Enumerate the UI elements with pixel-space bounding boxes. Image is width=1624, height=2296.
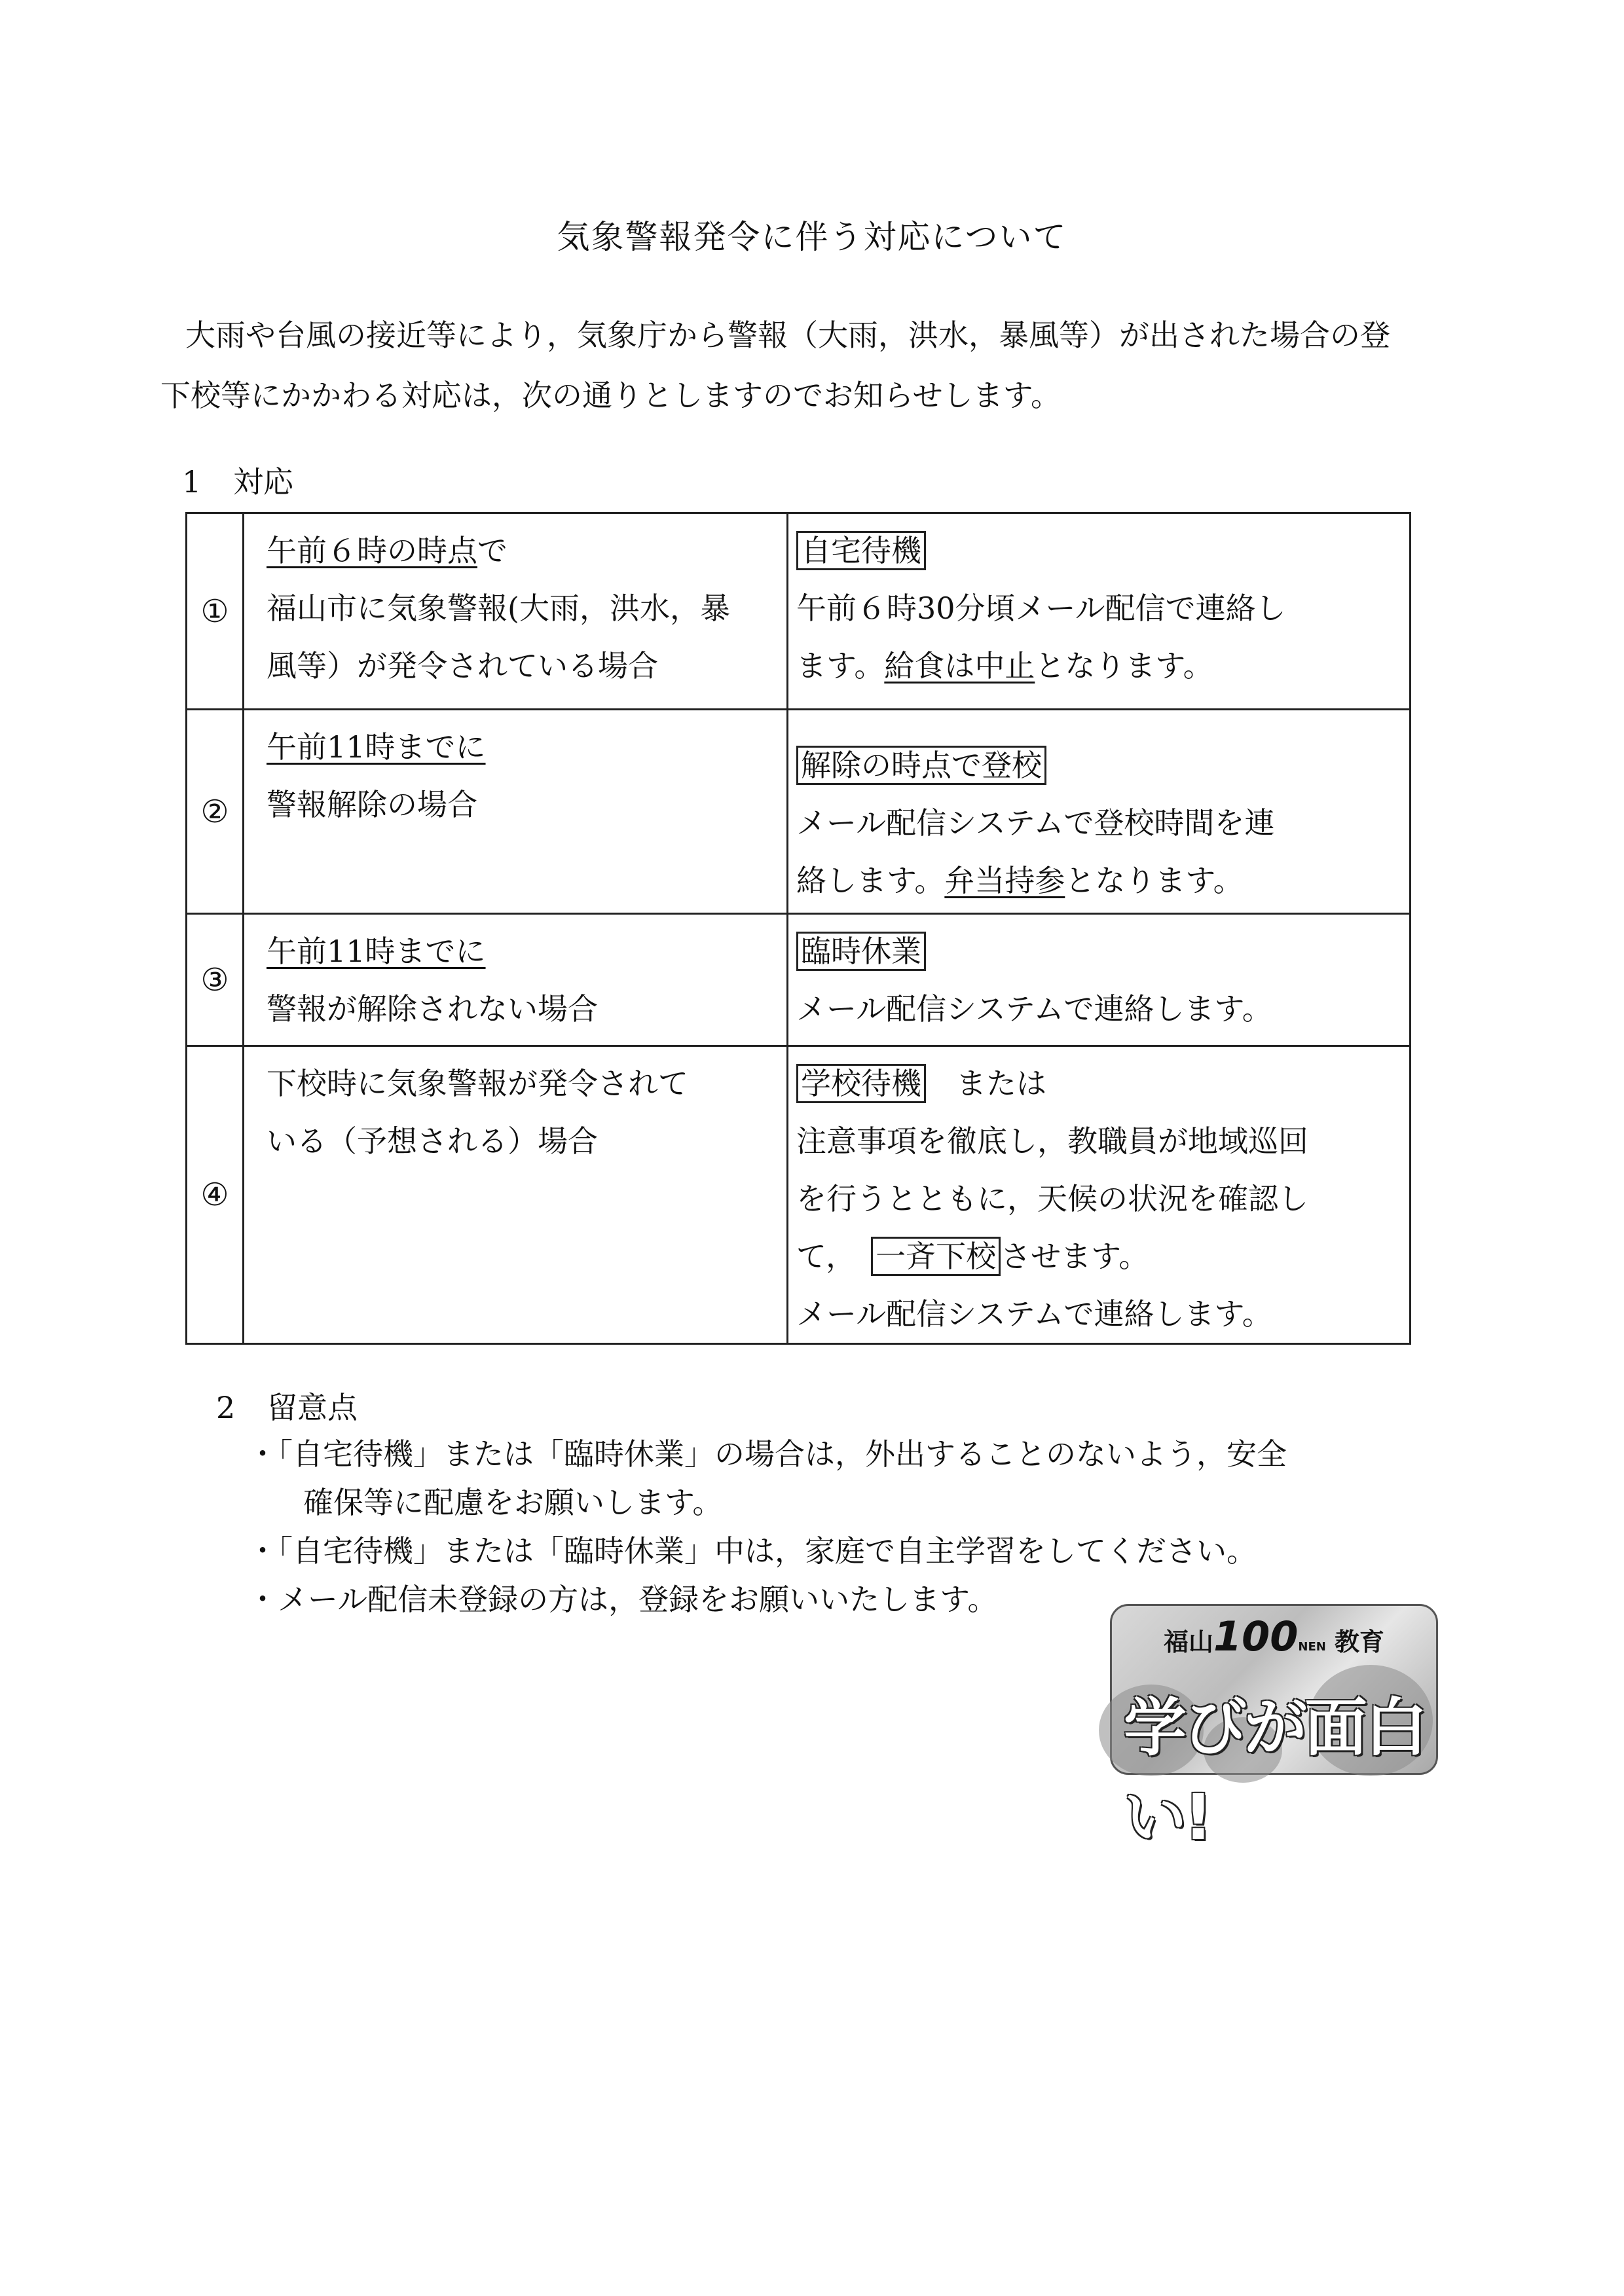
action-text: させます。 xyxy=(1001,1239,1149,1274)
response-table xyxy=(185,512,1411,1345)
intro-paragraph xyxy=(160,305,1470,426)
condition-text: 風等）が発令されている場合 xyxy=(267,648,658,683)
section-1-heading xyxy=(182,458,293,501)
action-text: 注意事項を徹底し，教職員が地域巡回 xyxy=(796,1123,1308,1159)
row-condition xyxy=(244,914,788,1046)
condition-text: 警報が解除されない場合 xyxy=(267,991,598,1027)
intro-line-1: 大雨や台風の接近等により，気象庁から警報（大雨，洪水，暴風等）が出された場合の登 xyxy=(185,318,1390,353)
action-boxed-label: 学校待機 xyxy=(796,1064,926,1103)
notes-list xyxy=(248,1430,1287,1624)
condition-text: 下校時に気象警報が発令されて xyxy=(267,1066,688,1101)
action-text: て， xyxy=(796,1239,841,1274)
action-text: 午前６時30分頃メール配信で連絡し xyxy=(796,591,1286,626)
note-item-continued: 確保等に配慮をお願いします。 xyxy=(303,1485,723,1520)
note-item: ・「自宅待機」または「臨時休業」中は，家庭で自主学習をしてください。 xyxy=(248,1533,1257,1569)
row-marker: ② xyxy=(187,710,244,914)
section-2-number: 2 xyxy=(216,1390,236,1425)
logo-number: 100 xyxy=(1213,1613,1299,1660)
condition-text: 福山市に気象警報(大雨，洪水，暴 xyxy=(267,591,730,626)
row-marker: ④ xyxy=(187,1046,244,1344)
row-action xyxy=(788,1046,1411,1344)
action-boxed-label: 自宅待機 xyxy=(796,531,926,570)
action-text: となります。 xyxy=(1035,648,1213,683)
section-2-title: 留意点 xyxy=(267,1390,358,1425)
action-text: ます。 xyxy=(796,648,885,683)
action-text: となります。 xyxy=(1065,863,1244,898)
section-1-number: 1 xyxy=(182,464,202,500)
action-text: メール配信システムで登校時間を連 xyxy=(796,805,1275,841)
action-text: 絡します。 xyxy=(796,863,945,898)
condition-text: 警報解除の場合 xyxy=(267,787,477,822)
table-row xyxy=(187,1046,1411,1344)
condition-underlined: 午前６時の時点 xyxy=(267,533,477,568)
action-underlined: 弁当持参 xyxy=(944,863,1065,898)
table-row xyxy=(187,914,1411,1046)
action-boxed-label: 一斉下校 xyxy=(871,1237,1001,1276)
table-row xyxy=(187,710,1411,914)
action-boxed-label: 臨時休業 xyxy=(796,932,926,971)
row-marker: ① xyxy=(187,513,244,710)
document-title: 気象警報発令に伴う対応について xyxy=(557,218,1067,256)
condition-underlined: 午前11時までに xyxy=(267,934,486,969)
logo-edu: 教育 xyxy=(1335,1628,1385,1656)
row-action xyxy=(788,914,1411,1046)
note-item: ・「自宅待機」または「臨時休業」の場合は，外出することのないよう，安全 xyxy=(248,1436,1287,1472)
section-1-title: 対応 xyxy=(233,464,293,500)
action-boxed-label: 解除の時点で登校 xyxy=(796,746,1046,785)
row-action xyxy=(788,710,1411,914)
action-text: または xyxy=(926,1066,1046,1101)
logo-slogan: 学びが面白い! xyxy=(1124,1691,1425,1854)
action-text: を行うとともに，天候の状況を確認し xyxy=(796,1181,1308,1216)
logo-city: 福山 xyxy=(1163,1628,1213,1656)
condition-underlined: 午前11時までに xyxy=(267,729,486,765)
action-text: メール配信システムで連絡します。 xyxy=(796,1296,1272,1332)
logo-nen: NEN xyxy=(1298,1640,1326,1654)
condition-text: いる（予想される）場合 xyxy=(267,1123,598,1159)
fukuyama-education-logo xyxy=(1110,1604,1438,1854)
section-2-heading xyxy=(216,1384,358,1427)
logo-header xyxy=(1112,1613,1436,1660)
intro-line-2: 下校等にかかわる対応は，次の通りとしますのでお知らせします。 xyxy=(160,378,1061,413)
note-item: ・メール配信未登録の方は，登録をお願いいたします。 xyxy=(248,1582,998,1617)
row-marker: ③ xyxy=(187,914,244,1046)
action-text: メール配信システムで連絡します。 xyxy=(796,991,1272,1027)
row-condition xyxy=(244,710,788,914)
row-condition xyxy=(244,513,788,710)
condition-text: で xyxy=(477,533,507,568)
row-condition xyxy=(244,1046,788,1344)
action-underlined: 給食は中止 xyxy=(884,648,1035,683)
table-row xyxy=(187,513,1411,710)
row-action xyxy=(788,513,1411,710)
